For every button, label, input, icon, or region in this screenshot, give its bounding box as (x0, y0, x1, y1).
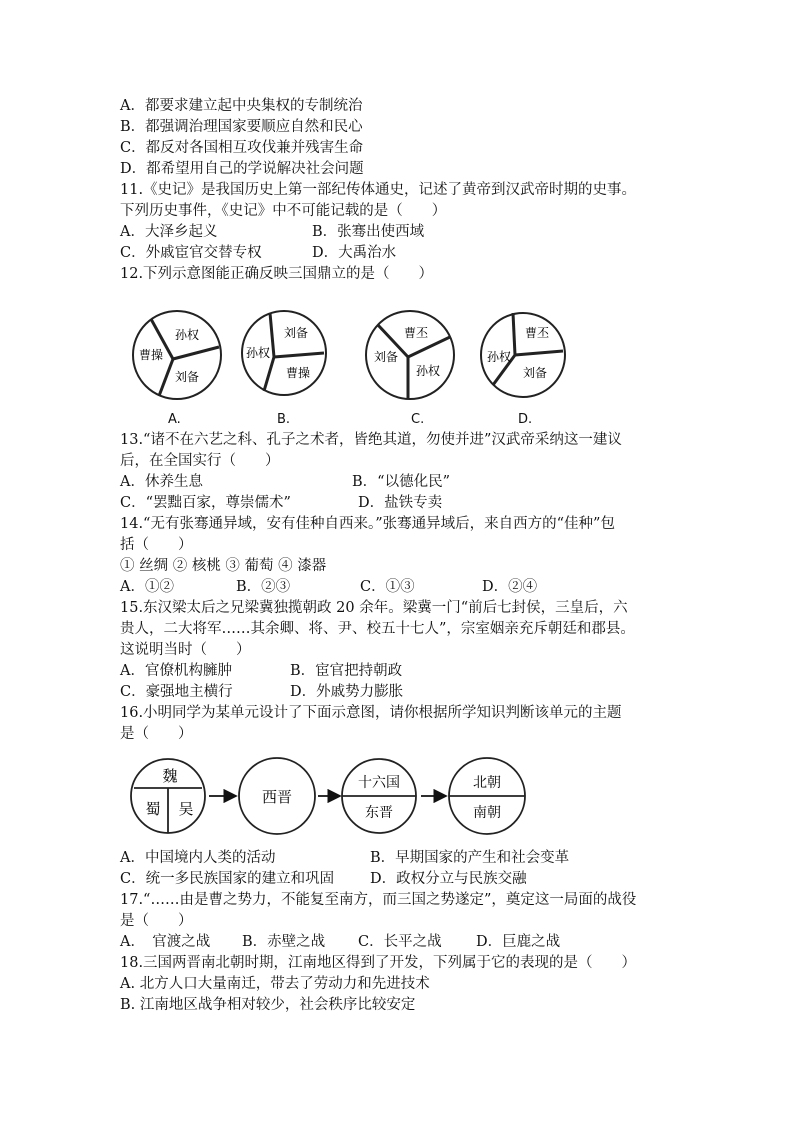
q17-option-c: C．长平之战 (358, 934, 442, 950)
q12-label-b: B. (277, 412, 291, 427)
q14-option-a: A．①② (120, 579, 174, 595)
q16-option-a: A．中国境内人类的活动 (120, 850, 276, 866)
q16-shiliuguo: 十六国 (358, 775, 400, 791)
q16-option-d: D．政权分立与民族交融 (370, 871, 527, 887)
q12-diagram-b (242, 311, 326, 395)
q16-option-c: C．统一多民族国家的建立和巩固 (120, 871, 335, 887)
q17-option-b: B．赤壁之战 (242, 934, 326, 950)
q18-option-a: A. 北方人口大量南迁，带去了劳动力和先进技术 (120, 976, 430, 992)
q15-option-d: D．外戚势力膨胀 (290, 684, 404, 700)
q11-option-b: B．张骞出使西域 (312, 224, 425, 240)
q12-c-top: 曹丕 (403, 326, 429, 340)
q16-circle-northern-southern (449, 758, 525, 834)
q15-option-b: B．宦官把持朝政 (290, 663, 403, 679)
q13-stem-line2: 后，在全国实行（ ） (120, 453, 280, 469)
q16-shu: 蜀 (145, 800, 161, 818)
q16-stem-line2: 是（ ） (120, 726, 193, 742)
q11-option-d: D．大禹治水 (312, 245, 397, 261)
q11-option-c: C．外戚宦官交替专权 (120, 245, 262, 261)
q12-b-top: 刘备 (283, 326, 309, 340)
q17-option-a: A． 官渡之战 (120, 934, 211, 950)
q12-d-top: 曹丕 (524, 326, 550, 340)
q15-stem-line2: 贵人，二大将军……其余卿、将、尹、校五十七人”，宗室姻亲充斥朝廷和郡县。 (120, 621, 635, 637)
q12-c-left: 刘备 (373, 350, 399, 364)
q15-stem-line1: 15.东汉梁太后之兄梁冀独揽朝政 20 余年。梁冀一门“前后七封侯，三皇后，六 (120, 600, 628, 616)
q12-diagrams (0, 300, 794, 410)
q12-label-d: D. (518, 412, 533, 427)
q13-option-d: D．盐铁专卖 (358, 495, 443, 511)
q14-option-d: D．②④ (482, 579, 538, 595)
q12-b-left: 孙权 (245, 346, 271, 360)
q13-option-a: A．休养生息 (120, 474, 203, 490)
q12-a-right: 刘备 (174, 370, 200, 384)
q18-stem: 18.三国两晋南北朝时期，江南地区得到了开发，下列属于它的表现的是（ ） (120, 955, 637, 971)
q14-items: ① 丝绸 ② 核桃 ③ 葡萄 ④ 漆器 (120, 558, 327, 574)
q13-option-b: B．“以德化民” (352, 474, 450, 490)
q16-flow-diagram (0, 755, 794, 845)
q15-option-a: A．官僚机构臃肿 (120, 663, 232, 679)
q16-xijin: 西晋 (261, 788, 293, 806)
q16-wei: 魏 (162, 767, 178, 785)
q12-stem: 12.下列示意图能正确反映三国鼎立的是（ ） (120, 266, 434, 282)
q16-beichao: 北朝 (473, 775, 501, 791)
q15-option-c: C．豪强地主横行 (120, 684, 233, 700)
q12-label-c: C. (411, 412, 425, 427)
q16-option-b: B．早期国家的产生和社会变革 (370, 850, 570, 866)
q12-label-a: A. (168, 412, 181, 427)
q17-stem-line2: 是（ ） (120, 913, 193, 929)
q12-b-right: 曹操 (285, 366, 311, 380)
q14-option-c: C．①③ (360, 579, 415, 595)
q16-nanchao: 南朝 (473, 805, 501, 821)
q16-dongjin: 东晋 (365, 805, 393, 821)
q12-diagram-c (366, 311, 454, 399)
q18-option-b: B. 江南地区战争相对较少，社会秩序比较安定 (120, 997, 416, 1013)
q16-circle-western-jin (239, 758, 315, 834)
q14-stem-line2: 括（ ） (120, 537, 193, 553)
q12-d-left: 孙权 (486, 350, 512, 364)
q15-stem-line3: 这说明当时（ ） (120, 642, 251, 658)
q10-option-c: C．都反对各国相互攻伐兼并残害生命 (120, 140, 364, 156)
q13-stem-line1: 13.“诸不在六艺之科、孔子之术者，皆绝其道，勿使并进”汉武帝采纳这一建议 (120, 432, 622, 448)
q16-wu: 吴 (178, 800, 194, 818)
q16-circle-three-kingdoms (131, 759, 205, 833)
q12-d-right: 刘备 (522, 366, 548, 380)
q14-option-b: B．②③ (236, 579, 291, 595)
q10-option-d: D．都希望用自己的学说解决社会问题 (120, 161, 364, 177)
q12-diagram-d (481, 313, 565, 397)
q17-option-d: D．巨鹿之战 (476, 934, 561, 950)
q14-stem-line1: 14.“无有张骞通异域，安有佳种自西来。”张骞通异域后，来自西方的“佳种”包 (120, 516, 615, 532)
q10-option-a: A．都要求建立起中央集权的专制统治 (120, 98, 363, 114)
q12-a-left: 曹操 (138, 348, 164, 362)
q12-c-right: 孙权 (415, 364, 441, 378)
q13-option-c: C．“罢黜百家，尊崇儒术” (120, 495, 291, 511)
q17-stem-line1: 17.“……由是曹之势力，不能复至南方，而三国之势遂定”，奠定这一局面的战役 (120, 892, 637, 908)
q12-a-top: 孙权 (174, 328, 200, 342)
q11-option-a: A．大泽乡起义 (120, 224, 218, 240)
q10-option-b: B．都强调治理国家要顺应自然和民心 (120, 119, 363, 135)
q16-circle-sixteen-kingdoms (342, 759, 416, 833)
q11-stem-line1: 11.《史记》是我国历史上第一部纪传体通史，记述了黄帝到汉武帝时期的史事。 (120, 182, 637, 198)
q11-stem-line2: 下列历史事件，《史记》中不可能记载的是（ ） (120, 203, 447, 219)
q12-diagram-a (133, 311, 221, 399)
q16-stem-line1: 16.小明同学为某单元设计了下面示意图，请你根据所学知识判断该单元的主题 (120, 705, 622, 721)
